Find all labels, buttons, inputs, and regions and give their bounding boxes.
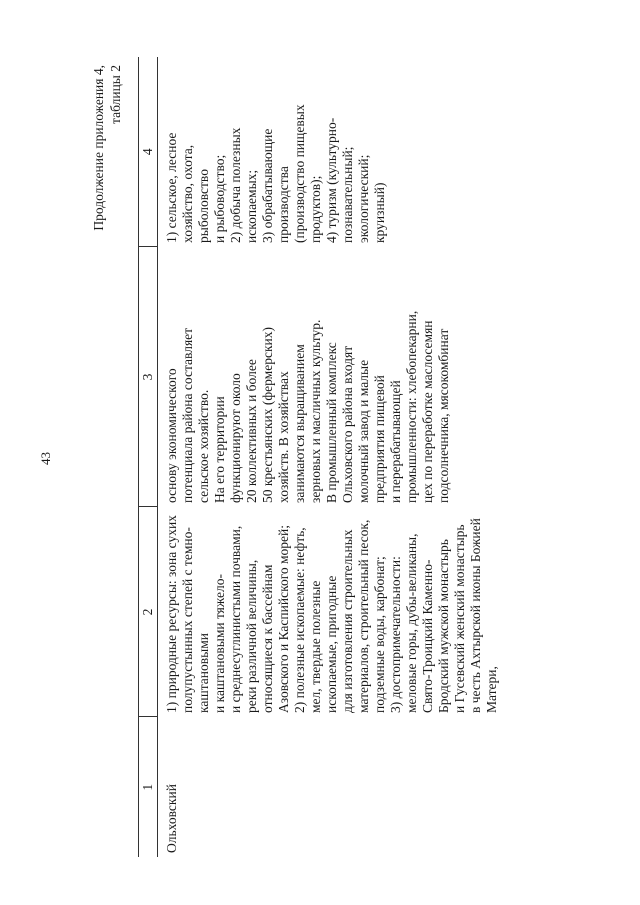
cell-line: ископаемые, пригодные	[324, 575, 339, 713]
header-cell-4: 4	[139, 57, 158, 247]
cell-line: материалов, строительный песок,	[356, 519, 371, 713]
cell-line: Азовского и Каспийского морей;	[276, 524, 291, 713]
cell-line: занимаются выращиванием	[292, 344, 307, 503]
cell-line: хозяйств. В хозяйствах	[276, 371, 291, 503]
cell-line: Матери,	[484, 666, 499, 713]
cell-line: производства	[276, 166, 291, 243]
cell-line: Бродский мужской монастырь	[436, 539, 451, 713]
resources-cell	[158, 507, 501, 717]
cell-line: и Гусевский женский монастырь	[452, 524, 467, 713]
cell-line: в честь Ахтырской иконы Божией	[468, 518, 483, 713]
cell-line: 3) достопримечательности:	[388, 556, 403, 713]
cell-line: Свято-Троицкий Каменно-	[420, 559, 435, 713]
data-table	[138, 57, 500, 857]
cell-line: 50 крестьянских (фермерских)	[260, 327, 275, 503]
continuation-line-1: Продолжение приложения 4,	[91, 65, 106, 231]
cell-line: и перерабатывающей	[388, 380, 403, 503]
cell-line: 20 коллективных и более	[244, 359, 259, 503]
cell-line: 1) природные ресурсы: зона сухих	[164, 515, 179, 713]
table-header-row	[139, 57, 158, 857]
cell-line: каштановыми	[196, 633, 211, 713]
cell-line: цех по переработке маслосемян	[420, 320, 435, 503]
cell-line: зерновых и масличных культур.	[308, 319, 323, 503]
cell-line: промышленности: хлебопекарни,	[404, 310, 419, 503]
cell-line: круизный)	[372, 182, 387, 243]
economy-cell	[158, 247, 501, 507]
continuation-heading	[90, 65, 124, 305]
cell-line: экологический;	[356, 154, 371, 243]
cell-line: В промышленный комплекс	[324, 342, 339, 503]
cell-line: и среднесуглинистыми почвами,	[228, 525, 243, 713]
cell-line: основу экономического	[164, 368, 179, 503]
cell-line: для изготовления строительных	[340, 529, 355, 713]
cell-line: рыболовство	[196, 169, 211, 243]
cell-line: 2) полезные ископаемые: нефть,	[292, 527, 307, 713]
cell-line: подземные воды, карбонат;	[372, 556, 387, 713]
cell-line: (производство пищевых	[292, 104, 307, 243]
cell-line: подсолнечника, мясокомбинат	[436, 328, 451, 503]
district-cell: Ольховский	[164, 784, 179, 853]
cell-line: меловые горы, дубы-великаны,	[404, 533, 419, 713]
cell-line: продуктов);	[308, 175, 323, 243]
cell-line: На его территории	[212, 396, 227, 503]
cell-line: ископаемых;	[244, 169, 259, 243]
cell-line: потенциала района составляет	[180, 327, 195, 503]
cell-line: функционируют около	[228, 373, 243, 503]
cell-line: и рыбоводство;	[212, 154, 227, 243]
cell-line: полупустынных степей с темно-	[180, 527, 195, 713]
header-cell-2: 2	[139, 507, 158, 717]
header-cell-1: 1	[139, 717, 158, 857]
cell-line: и каштановыми тяжело-	[212, 573, 227, 713]
cell-line: относящиеся к бассейнам	[260, 564, 275, 713]
activities-cell	[158, 57, 501, 247]
header-cell-3: 3	[139, 247, 158, 507]
cell-line: мел, твердые полезные	[308, 580, 323, 713]
cell-line: познавательный;	[340, 146, 355, 243]
cell-line: 3) обрабатывающие	[260, 128, 275, 243]
cell-line: молочный завод и малые	[356, 359, 371, 503]
cell-line: 2) добыча полезных	[228, 127, 243, 243]
cell-line: хозяйство, охота,	[180, 144, 195, 243]
cell-line: предприятия пищевой	[372, 375, 387, 503]
cell-line: реки различной величины,	[244, 559, 259, 713]
cell-line: Ольховского района входят	[340, 345, 355, 503]
cell-line: 1) сельское, лесное	[164, 132, 179, 243]
table-row	[158, 57, 501, 857]
cell-line: сельское хозяйство.	[196, 389, 211, 503]
continuation-line-2: таблицы 2	[108, 65, 123, 124]
cell-line: 4) туризм (культурно-	[324, 117, 339, 243]
page-number: 43	[38, 452, 53, 465]
